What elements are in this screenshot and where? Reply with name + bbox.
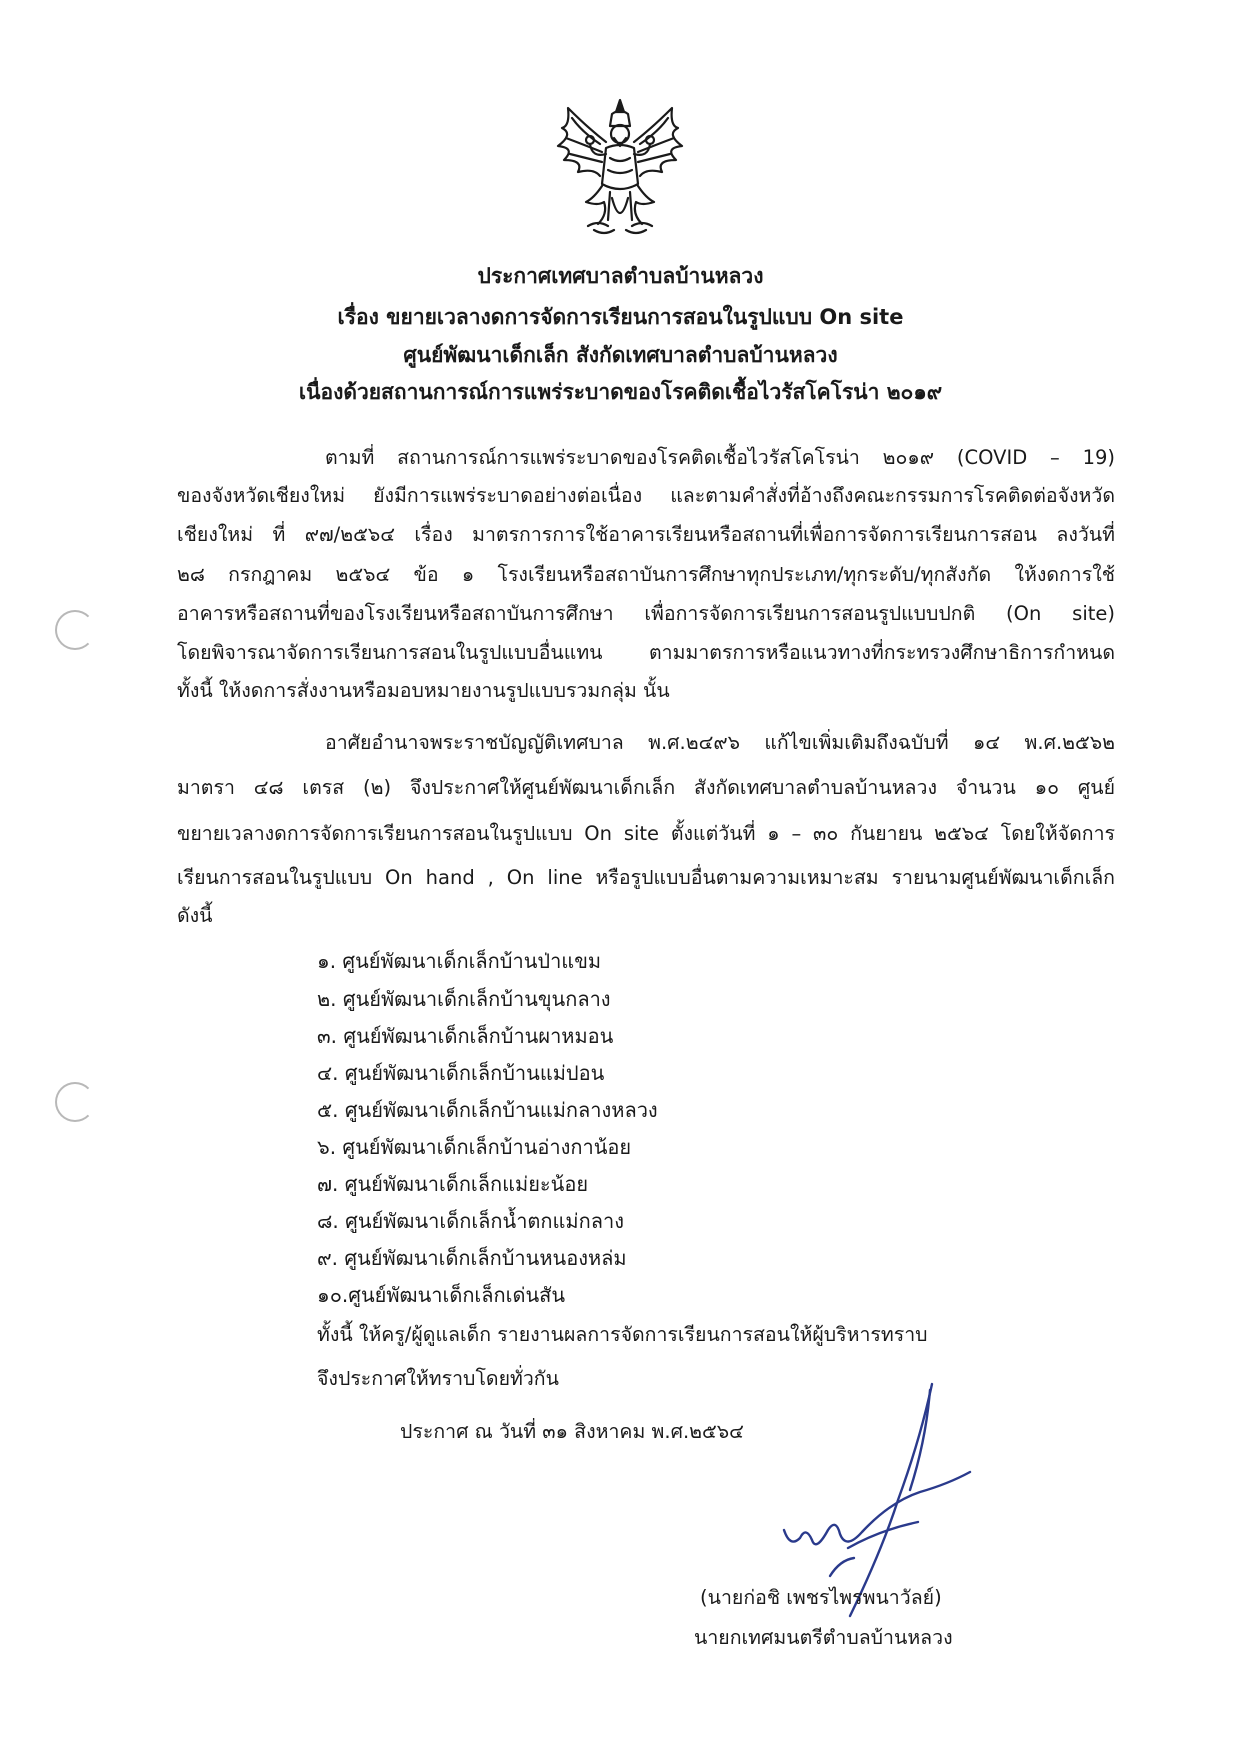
report-instruction: ทั้งนี้ ให้ครู/ผู้ดูแลเด็ก รายงานผลการจัดการเรียนการสอนให้ผู้บริหารทราบ	[317, 1323, 928, 1346]
center-list-item: ๒. ศูนย์พัฒนาเด็กเล็กบ้านขุนกลาง	[317, 987, 611, 1011]
center-list-item: ๑. ศูนย์พัฒนาเด็กเล็กบ้านป่าแขม	[317, 949, 602, 973]
announcement-title: ประกาศเทศบาลตำบลบ้านหลวง	[477, 264, 764, 288]
paragraph2-line: ดังนี้	[177, 904, 213, 927]
paragraph1-line: ของจังหวัดเชียงใหม่ ยังมีการแพร่ระบาดอย่างต่อเนื่อง และตามคำสั่งที่อ้างถึงคณะกรรมการโรคติดต่อจังหวัด	[177, 484, 1115, 507]
center-list-item: ๓. ศูนย์พัฒนาเด็กเล็กบ้านผาหมอน	[317, 1024, 614, 1048]
punch-hole-bottom	[55, 1082, 95, 1122]
announce-line: จึงประกาศให้ทราบโดยทั่วกัน	[317, 1367, 559, 1390]
paragraph1-line: เชียงใหม่ ที่ ๙๗/๒๕๖๔ เรื่อง มาตรการการใช้อาคารเรียนหรือสถานที่เพื่อการจัดการเรียนการสอน ลงวันที่	[177, 523, 1115, 546]
paragraph2-line: เรียนการสอนในรูปแบบ On hand , On line หรือรูปแบบอื่นตามความเหมาะสม รายนามศูนย์พัฒนาเด็กเล็ก	[177, 866, 1115, 889]
signatory-position: นายกเทศมนตรีตำบลบ้านหลวง	[694, 1626, 953, 1649]
center-list-item: ๕. ศูนย์พัฒนาเด็กเล็กบ้านแม่กลางหลวง	[317, 1098, 658, 1122]
paragraph2-line: มาตรา ๔๘ เตรส (๒) จึงประกาศให้ศูนย์พัฒนาเด็กเล็ก สังกัดเทศบาลตำบลบ้านหลวง จำนวน ๑๐ ศูนย์	[177, 776, 1115, 799]
paragraph1-line: ทั้งนี้ ให้งดการสั่งงานหรือมอบหมายงานรูปแบบรวมกลุ่ม นั้น	[177, 679, 670, 702]
center-list-item: ๙. ศูนย์พัฒนาเด็กเล็กบ้านหนองหล่ม	[317, 1246, 627, 1270]
center-list-item: ๗. ศูนย์พัฒนาเด็กเล็กแม่ยะน้อย	[317, 1172, 589, 1196]
handwritten-signature	[770, 1380, 1000, 1620]
paragraph2-line: ขยายเวลางดการจัดการเรียนการสอนในรูปแบบ On site ตั้งแต่วันที่ ๑ – ๓๐ กันยายน ๒๕๖๔ โดยให้จัดการ	[177, 822, 1115, 845]
center-list-item: ๑๐.ศูนย์พัฒนาเด็กเล็กเด่นสัน	[317, 1283, 566, 1307]
paragraph1-line: ตามที่ สถานการณ์การแพร่ระบาดของโรคติดเชื้อไวรัสโคโรน่า ๒๐๑๙ (COVID – 19)	[325, 446, 1115, 469]
paragraph1-line: ๒๘ กรกฎาคม ๒๕๖๔ ข้อ ๑ โรงเรียนหรือสถาบันการศึกษาทุกประเภท/ทุกระดับ/ทุกสังกัด ให้งดการใช้	[177, 563, 1115, 586]
center-list-item: ๘. ศูนย์พัฒนาเด็กเล็กน้ำตกแม่กลาง	[317, 1209, 624, 1233]
signatory-name: (นายก่อชิ เพชรไพรพนาวัลย์)	[700, 1586, 942, 1609]
center-list-item: ๖. ศูนย์พัฒนาเด็กเล็กบ้านอ่างกาน้อย	[317, 1135, 632, 1159]
announcement-date: ประกาศ ณ วันที่ ๓๑ สิงหาคม พ.ศ.๒๕๖๔	[400, 1420, 744, 1443]
announcement-affiliation: ศูนย์พัฒนาเด็กเล็ก สังกัดเทศบาลตำบลบ้านหลวง	[403, 343, 838, 367]
paragraph1-line: โดยพิจารณาจัดการเรียนการสอนในรูปแบบอื่นแทน ตามมาตรการหรือแนวทางที่กระทรวงศึกษาธิการกำหนด	[177, 641, 1115, 664]
paragraph1-line: อาคารหรือสถานที่ของโรงเรียนหรือสถาบันการศึกษา เพื่อการจัดการเรียนการสอนรูปแบบปกติ (On site)	[177, 602, 1115, 625]
paragraph2-line: อาศัยอำนาจพระราชบัญญัติเทศบาล พ.ศ.๒๔๙๖ แก้ไขเพิ่มเติมถึงฉบับที่ ๑๔ พ.ศ.๒๕๖๒	[325, 731, 1115, 754]
center-list-item: ๔. ศูนย์พัฒนาเด็กเล็กบ้านแม่ปอน	[317, 1061, 605, 1085]
garuda-emblem	[548, 98, 693, 238]
announcement-reason: เนื่องด้วยสถานการณ์การแพร่ระบาดของโรคติดเชื้อไวรัสโคโรน่า ๒๐๑๙	[298, 380, 943, 404]
punch-hole-top	[55, 610, 95, 650]
announcement-subject: เรื่อง ขยายเวลางดการจัดการเรียนการสอนในรูปแบบ On site	[337, 305, 904, 329]
